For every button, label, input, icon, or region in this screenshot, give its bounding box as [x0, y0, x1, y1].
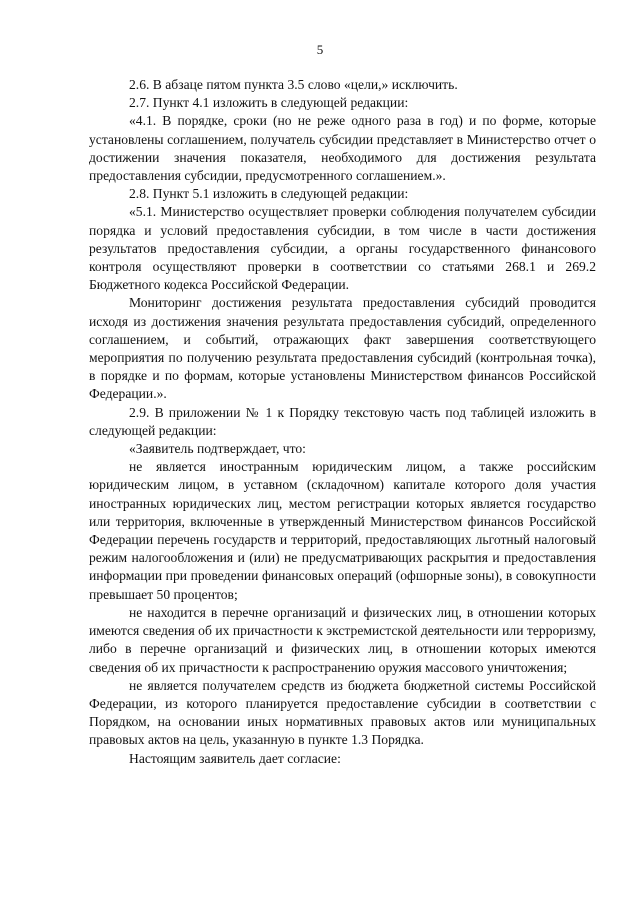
- paragraph-not-budget-recipient: не является получателем средств из бюджета бюджетной системы Российской Федерации, из которого планируется предоставление субсидии в соответствии с Порядком, на основании иных нормативных правовых актов или муниципальных правовых актов на цель, указанную в пункте 1.3 Порядка.: [89, 677, 596, 748]
- paragraph-4-1-text: «4.1. В порядке, сроки (но не реже одного раза в год) и по форме, которые установлены соглашением, получатель субсидии представляет в Министерство отчет о достижении значения показателя, необходимого для достижения результата предоставления субсидии, предусмотренного соглашением.».: [89, 113, 596, 184]
- paragraph-not-foreign-entity: не является иностранным юридическим лицом, а также российским юридическим лицом, в уставном (складочном) капитале которого доля участия иностранных юридических лиц, местом регистрации которых является государство или территория, включенные в утвержденный Министерством финансов Российской Федерации перечень государств и территорий, предоставляющих льготный налоговый режим налогообложения и (или) не предусматривающих раскрытия и предоставления информации при проведении финансовых операций (офшорные зоны), в совокупности превышает 50 процентов;: [89, 459, 596, 602]
- paragraph-5-1-text: «5.1. Министерство осуществляет проверки соблюдения получателем субсидии порядка и условий предоставления субсидии, в том числе в части достижения результатов предоставления субсидии, а органы государственного финансового контроля осуществляют проверки в соответствии со статьями 268.1 и 269.2 Бюджетного кодекса Российской Федерации.: [89, 204, 596, 293]
- paragraph-not-in-extremist-list: не находится в перечне организаций и физических лиц, в отношении которых имеются сведения об их причастности к экстремистской деятельности или терроризму, либо в перечне организаций и физических лиц, в отношении которых имеются сведения об их причастности к распространению оружия массового уничтожения;: [89, 604, 596, 675]
- paragraph-2-8: 2.8. Пункт 5.1 изложить в следующей редакции:: [129, 186, 409, 202]
- paragraph-2-6: 2.6. В абзаце пятом пункта 3.5 слово «цели,» исключить.: [129, 77, 458, 92]
- page-number: 5: [316, 42, 324, 57]
- document-body: [89, 76, 596, 768]
- paragraph-monitoring: Мониторинг достижения результата предоставления субсидий проводится исходя из достижения значения результата предоставления субсидий, определенного соглашением, и событий, отражающих факт завершения соответствующего мероприятия по получению результата предоставления субсидий (контрольная точка), в порядке и по формам, которые установлены Министерством финансов Российской Федерации.».: [89, 295, 596, 402]
- paragraph-2-7: 2.7. Пункт 4.1 изложить в следующей редакции:: [129, 95, 409, 111]
- paragraph-applicant-confirms: «Заявитель подтверждает, что:: [129, 441, 306, 457]
- paragraph-applicant-consents: Настоящим заявитель дает согласие:: [129, 750, 341, 766]
- paragraph-2-9: 2.9. В приложении № 1 к Порядку текстовую часть под таблицей изложить в следующей редакции:: [89, 404, 596, 438]
